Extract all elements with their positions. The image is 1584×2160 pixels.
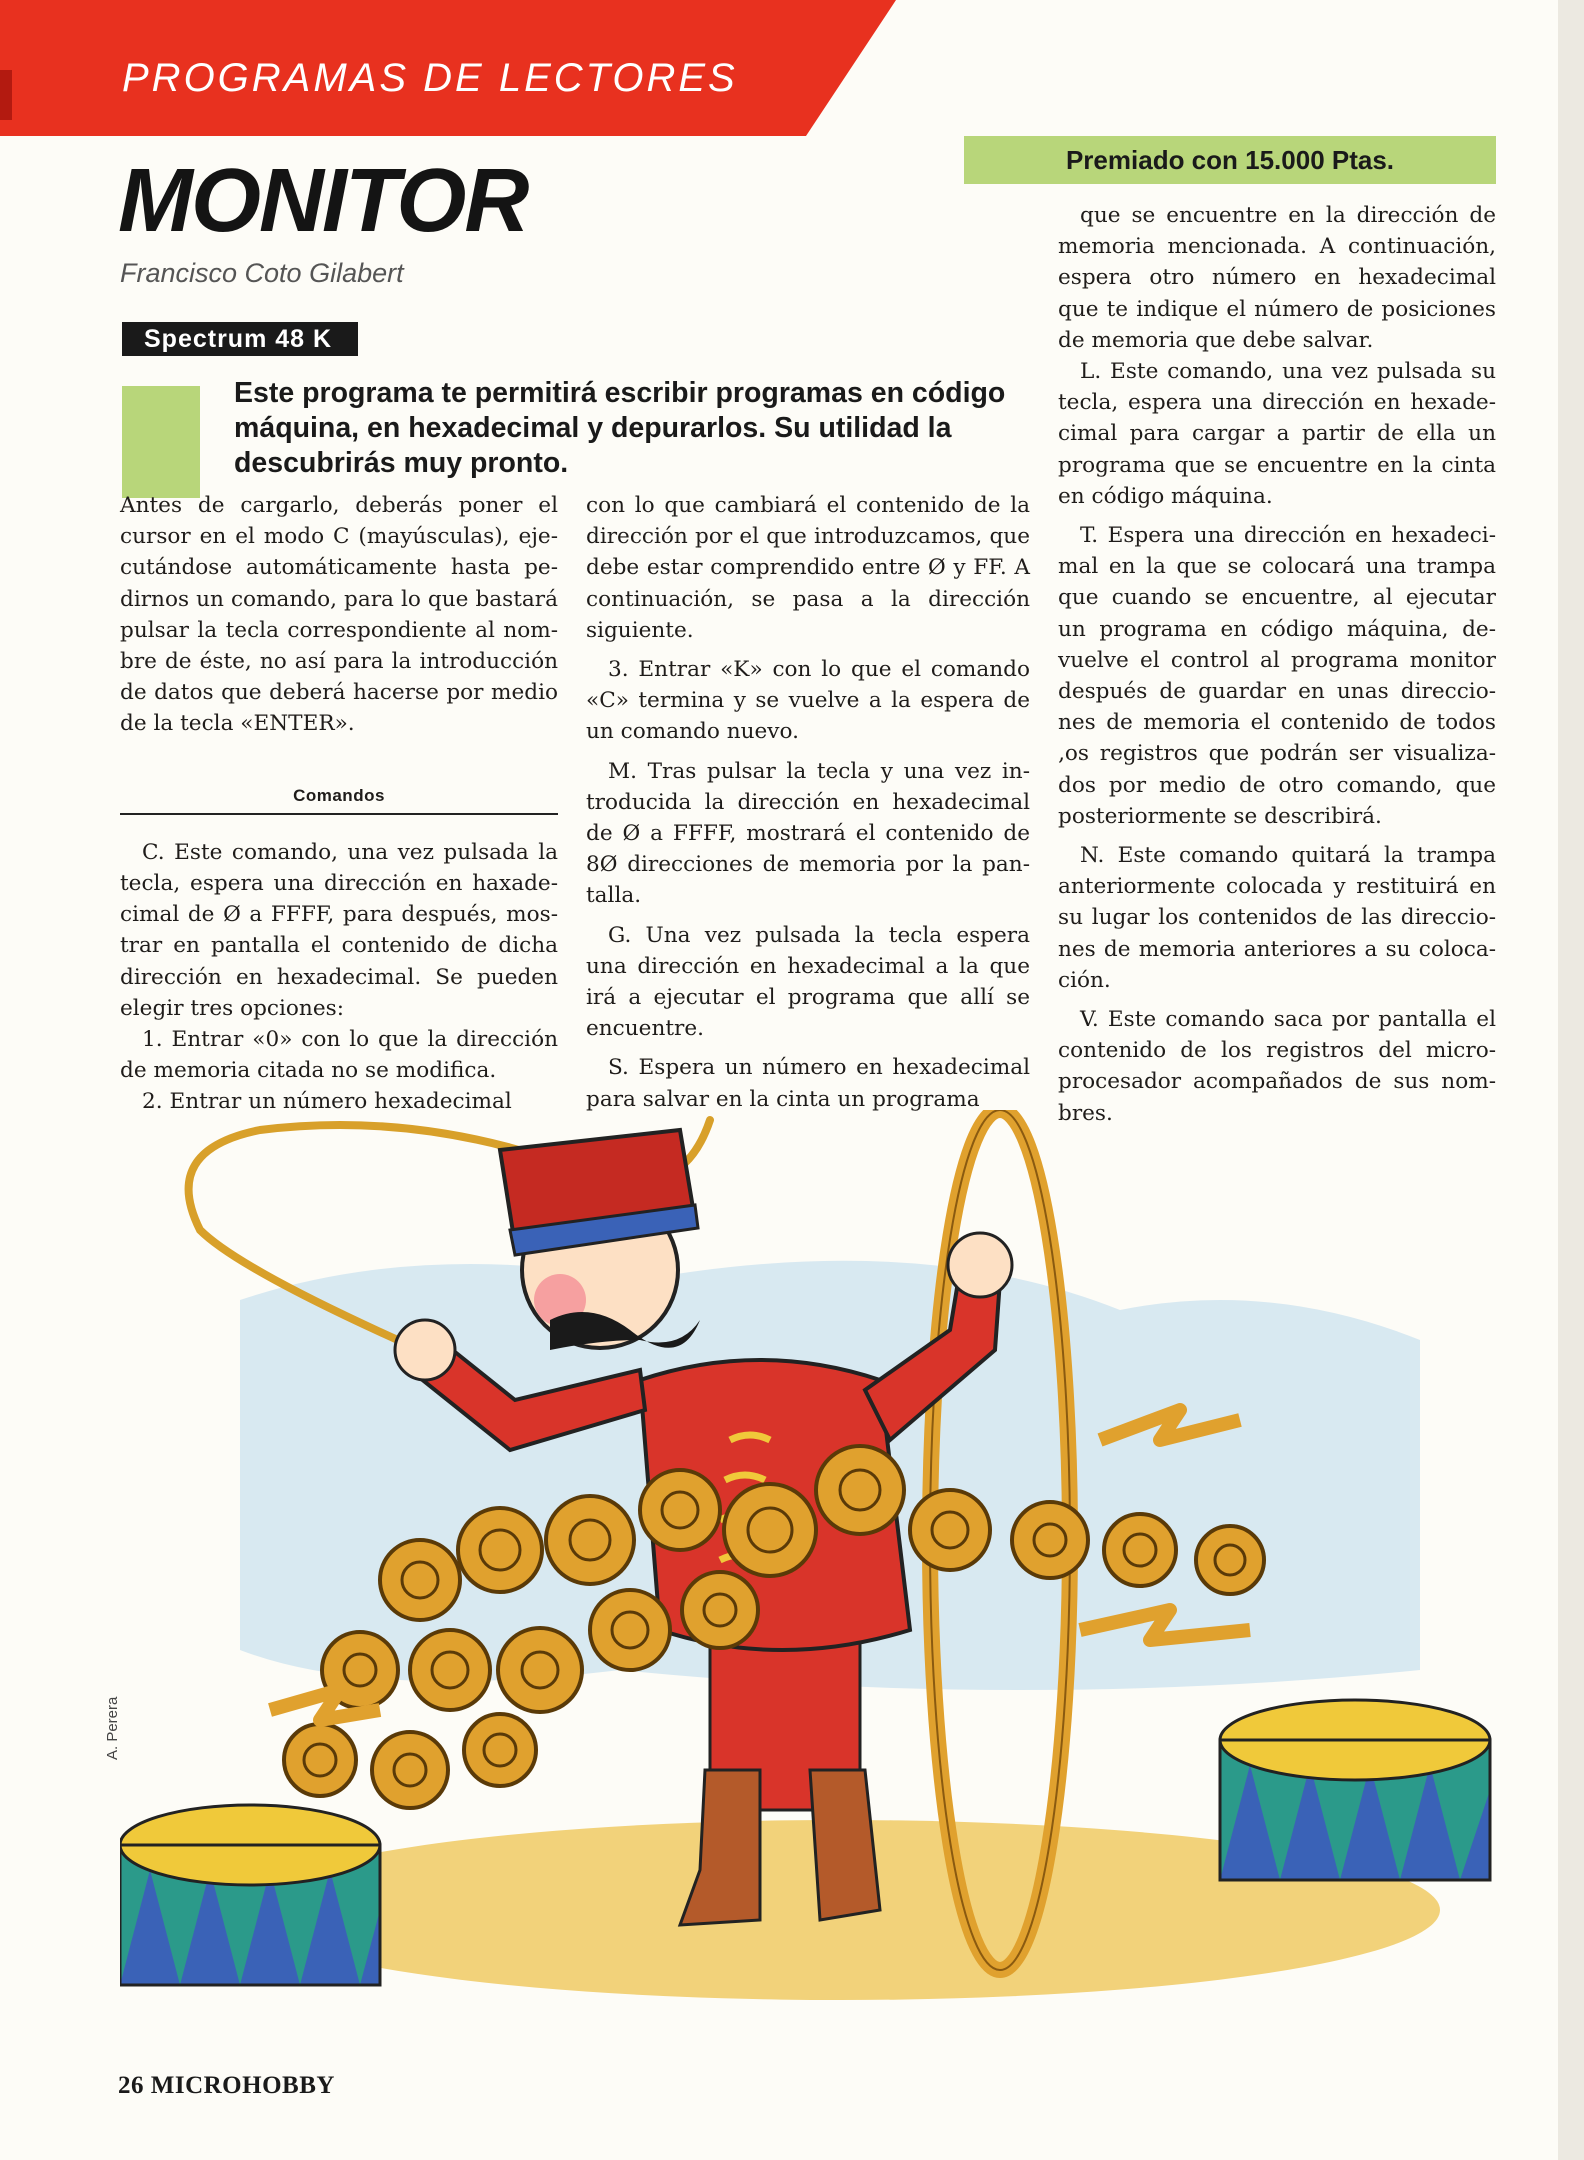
- paragraph: 1. Entrar «0» con lo que la dirección de memoria citada no se modifica.: [120, 1027, 558, 1084]
- paragraph: 2. Entrar un número hexadecimal: [142, 1089, 512, 1115]
- text-column-2: [586, 490, 1030, 1115]
- page-edge: [1558, 0, 1584, 2160]
- text-column-3: [1058, 200, 1496, 1129]
- intro-accent-block: [122, 386, 200, 498]
- article-author: Francisco Coto Gilabert: [120, 258, 404, 288]
- paragraph: con lo que cambiará el contenido de la dirección por el que introduzcamos, que debe estar comprendido entre Ø y FF. A continuación, se pasa a la dirección siguiente.: [586, 493, 1030, 643]
- paragraph: Antes de cargarlo, deberás poner el cursor en el modo C (mayúsculas), ejecutándose automáticamente hasta pedirnos un comando, para lo que bastará pulsar la tecla correspondiente al nombre de éste, no así para la introducción de datos que deberá hacerse por medio de la tecla «ENTER».: [120, 493, 558, 737]
- paragraph: 3. Entrar «K» con lo que el comando «C» termina y se vuelve a la espera de un comando nuevo.: [586, 657, 1030, 745]
- illustration-credit: A. Perera: [104, 1696, 121, 1760]
- paragraph: C. Este comando, una vez pulsada la tecla, espera una dirección en haxadecimal de Ø a FFFF, para después, mostrar en pantalla el contenido de dicha dirección en hexadecimal. Se pueden elegir tres opciones:: [120, 839, 558, 1021]
- article-title: MONITOR: [118, 151, 528, 251]
- section-banner-title: PROGRAMAS DE LECTORES: [122, 56, 738, 100]
- right-pedestal: [1220, 1700, 1490, 1880]
- prize-banner: Premiado con 15.000 Ptas.: [964, 136, 1496, 184]
- paragraph: M. Tras pulsar la tecla y una vez introducida la dirección en hexadecimal de Ø a FFFF, mostrará el contenido de 8Ø direcciones de memoria por la pantalla.: [586, 758, 1030, 909]
- paragraph: V. Este comando saca por pantalla el contenido de los registros del microprocesador acompañados de sus nombres.: [1058, 1007, 1496, 1126]
- article-intro: Este programa te permitirá escribir programas en código máquina, en hexadecimal y depurarlos. Su utilidad la descubrirás muy pronto.: [234, 377, 1006, 479]
- commands-heading: Comandos: [120, 780, 558, 815]
- circus-tamer-illustration: [120, 1110, 1520, 2010]
- paragraph: G. Una vez pulsada la tecla espera una dirección en hexadecimal a la que irá a ejecutar el programa que allí se encuentre.: [586, 922, 1030, 1042]
- page-footer: 26 MICROHOBBY: [118, 2072, 335, 2099]
- text-column-1: [120, 490, 558, 1118]
- left-pedestal: [120, 1805, 380, 1985]
- platform-tag: Spectrum 48 K: [122, 322, 358, 356]
- paragraph: T. Espera una dirección en hexadecimal en la que se colocará una trampa que cuando se encuentre, al ejecutar un programa en código máquina, devuelve el control al programa monitor después de guardar en unas direcciones de memoria el contenido de todos ‚os registros que podrán ser visualizados por medio de otro comando, que posteriormente se describirá.: [1058, 523, 1496, 829]
- paragraph: L. Este comando, una vez pulsada su tecla, espera una dirección en hexadecimal para cargar a partir de ella un programa que se encuentre en la cinta en código máquina.: [1058, 359, 1496, 509]
- paragraph: N. Este comando quitará la trampa anteriormente colocada y restituirá en su lugar los contenidos de las direcciones de memoria anteriores a su colocación.: [1058, 843, 1496, 993]
- paragraph: que se encuentre en la dirección de memoria mencionada. A continuación, espera otro número en hexadecimal que te indique el número de posiciones de memoria que debe salvar.: [1058, 203, 1496, 353]
- paragraph: S. Espera un número en hexadecimal para salvar en la cinta un programa: [586, 1055, 1030, 1112]
